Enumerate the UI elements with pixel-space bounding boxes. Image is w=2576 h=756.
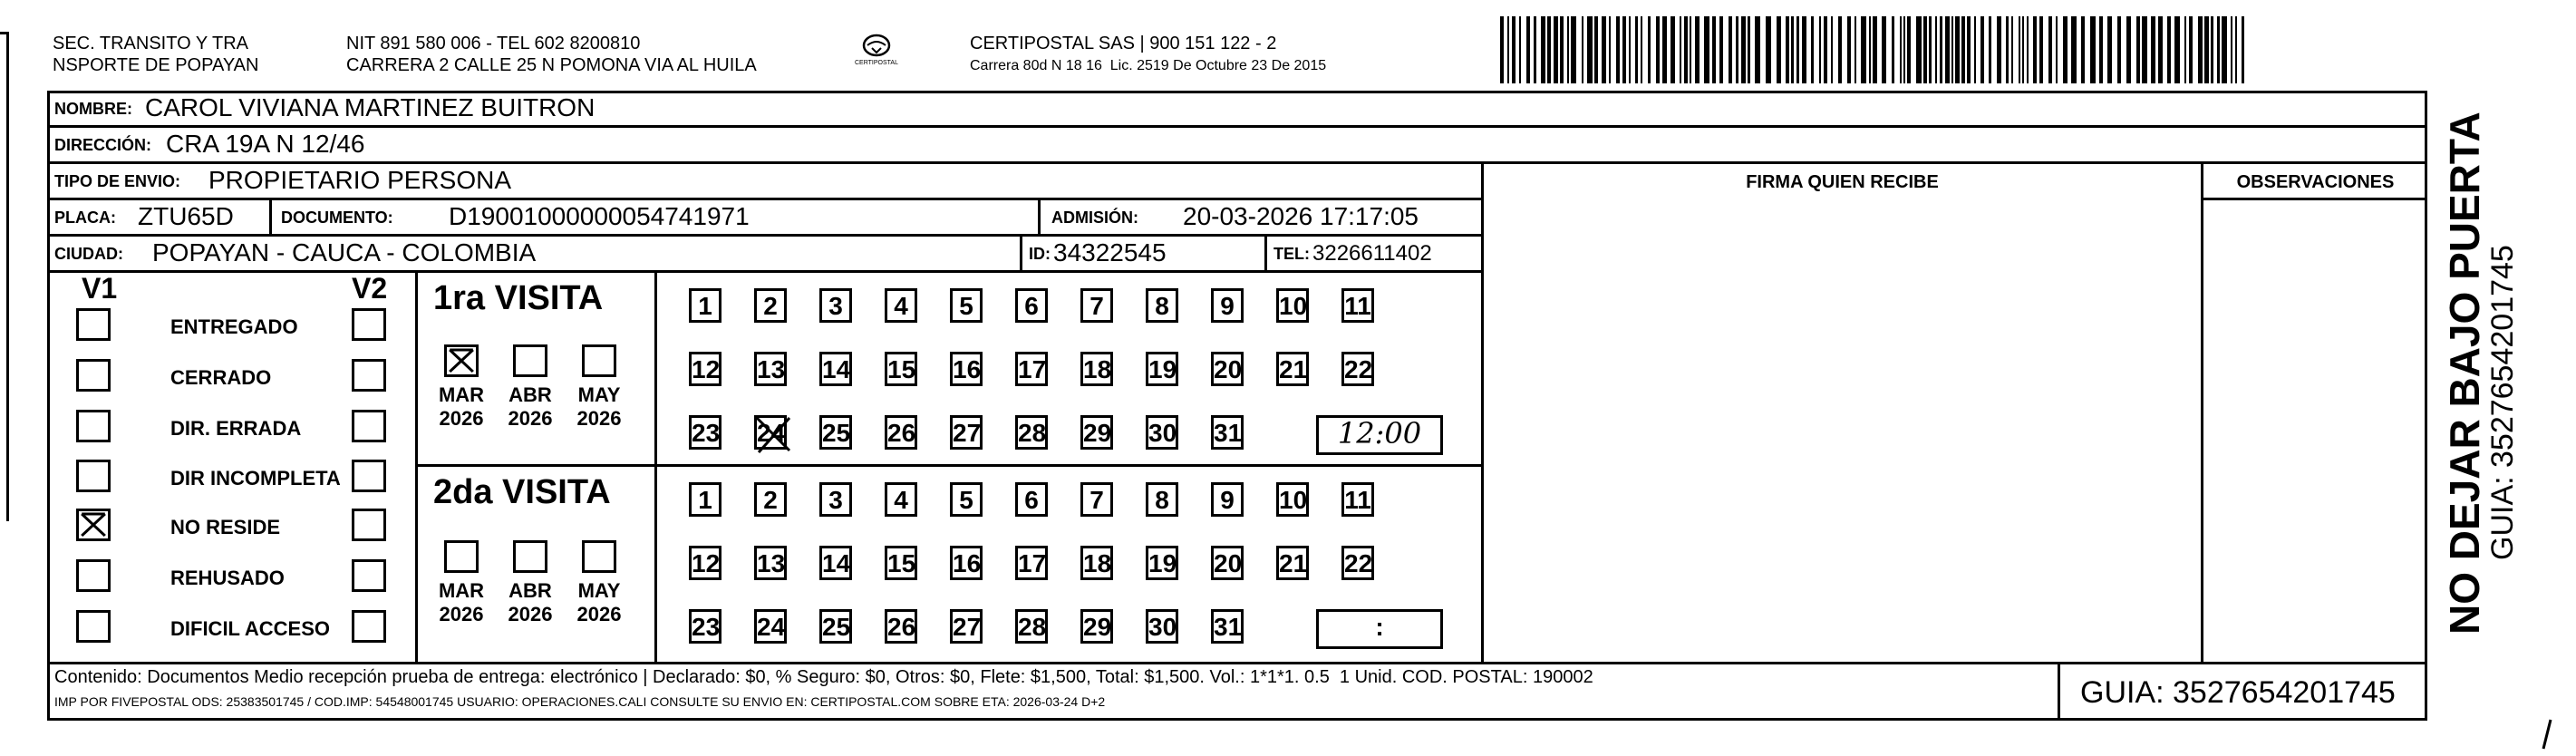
second-visit-month-year: 2026 <box>576 603 622 625</box>
barcode-bar <box>1900 16 1902 83</box>
barcode-bar <box>1929 16 1932 83</box>
row-line-3b <box>2201 198 2427 200</box>
barcode-bar <box>1748 16 1750 83</box>
certipostal-logo <box>852 31 901 71</box>
barcode-bar <box>1847 16 1851 83</box>
barcode-bar <box>2242 16 2244 83</box>
first-visit-day[interactable]: 11 <box>1341 288 1374 323</box>
plate-value: ZTU65D <box>138 202 234 230</box>
city-value: POPAYAN - CAUCA - COLOMBIA <box>152 238 537 267</box>
name-label: NOMBRE: <box>54 100 132 118</box>
barcode-bar <box>1512 16 1516 83</box>
second-visit-month-checkbox[interactable] <box>444 540 479 573</box>
first-visit-day[interactable]: 8 <box>1146 288 1178 323</box>
barcode-bar <box>1594 16 1598 83</box>
first-visit-day[interactable]: 27 <box>950 415 983 450</box>
first-visit-time[interactable]: 12:00 <box>1316 415 1443 455</box>
first-visit-day[interactable]: 18 <box>1080 352 1113 386</box>
logo-caption: CERTIPOSTAL <box>855 60 898 66</box>
first-visit-month-year: 2026 <box>576 407 622 430</box>
v1-checkbox[interactable] <box>76 359 111 392</box>
content-line: Contenido: Documentos Medio recepción prueba de entrega: electrónico | Declarado: $0, % Seguro: $0, Otros: $0, Flete: $1,500, Total: $1,500. Vol.: 1*1*1. 0.5 1 Unid. COD. POSTAL: 190002 <box>54 667 1593 687</box>
recipient-address: CRA 19A N 12/46 <box>166 130 365 158</box>
barcode-bar <box>2039 16 2043 83</box>
id-value: 34322545 <box>1053 238 1167 267</box>
pen-mark <box>2538 716 2556 752</box>
first-visit-day[interactable]: 9 <box>1211 288 1244 323</box>
observations-col-line <box>2201 161 2203 662</box>
address-label: DIRECCIÓN: <box>54 136 151 154</box>
barcode-bar <box>1560 16 1564 83</box>
barcode-bar <box>2151 16 2155 83</box>
barcode-bar <box>1690 16 1691 83</box>
barcode-bar <box>2022 16 2024 83</box>
v2-checkbox[interactable] <box>352 359 386 392</box>
second-visit-day[interactable]: 17 <box>1015 546 1048 580</box>
barcode-bar <box>2142 16 2147 83</box>
first-visit-day[interactable]: 4 <box>885 288 917 323</box>
check-x-icon <box>79 511 108 538</box>
barcode-bar <box>2235 16 2237 83</box>
second-visit-title: 2da VISITA <box>433 473 611 511</box>
reason-label: DIR INCOMPLETA <box>170 467 341 489</box>
edge-bracket <box>0 32 9 521</box>
barcode-bar <box>1635 16 1638 83</box>
barcode-bar <box>1704 16 1709 83</box>
plate-divider <box>269 198 272 234</box>
signature-area[interactable] <box>1487 201 2199 660</box>
barcode-bar <box>1571 16 1576 83</box>
first-visit-day[interactable]: 15 <box>885 352 917 386</box>
barcode-bar <box>2019 16 2020 83</box>
first-visit-day[interactable]: 29 <box>1080 415 1113 450</box>
barcode-bar <box>1838 16 1842 83</box>
first-visit-month-checkbox[interactable] <box>513 344 547 377</box>
barcode-bar <box>1582 16 1583 83</box>
barcode-bar <box>1824 16 1827 83</box>
second-visit-day[interactable]: 30 <box>1146 609 1178 644</box>
barcode-bar <box>1974 16 1976 83</box>
second-visit-day[interactable]: 6 <box>1015 482 1048 517</box>
first-visit-day[interactable]: 2 <box>754 288 787 323</box>
second-visit-day[interactable]: 1 <box>689 482 721 517</box>
barcode-bar <box>1945 16 1950 83</box>
barcode-bar <box>2126 16 2131 83</box>
first-visit-day[interactable]: 5 <box>950 288 983 323</box>
barcode-bar <box>2090 16 2096 83</box>
reason-label: REHUSADO <box>170 567 285 589</box>
document-label: DOCUMENTO: <box>281 208 393 227</box>
admission-value: 20-03-2026 17:17:05 <box>1183 202 1419 230</box>
barcode-bar <box>1855 16 1856 83</box>
second-visit-day[interactable]: 12 <box>689 546 721 580</box>
barcode-bar <box>1802 16 1806 83</box>
barcode-bar <box>1831 16 1833 83</box>
second-visit-month-name: MAR <box>438 579 485 602</box>
barcode-bar <box>2063 16 2068 83</box>
first-visit-day[interactable]: 6 <box>1015 288 1048 323</box>
first-visit-day[interactable]: 17 <box>1015 352 1048 386</box>
second-visit-day[interactable]: 9 <box>1211 482 1244 517</box>
second-visit-day[interactable]: 13 <box>754 546 787 580</box>
admission-label: ADMISIÓN: <box>1051 208 1138 227</box>
second-visit-day[interactable]: 7 <box>1080 482 1113 517</box>
barcode-bar <box>1882 16 1886 83</box>
first-visit-day[interactable]: 26 <box>885 415 917 450</box>
second-visit-day[interactable]: 4 <box>885 482 917 517</box>
id-divider <box>1020 234 1022 270</box>
barcode-bar <box>1695 16 1700 83</box>
barcode-bar <box>2006 16 2009 83</box>
second-visit-day[interactable]: 28 <box>1015 609 1048 644</box>
first-visit-day[interactable]: 12 <box>689 352 721 386</box>
second-visit-day[interactable]: 14 <box>819 546 852 580</box>
row-line-1 <box>47 125 2427 128</box>
barcode-bar <box>1892 16 1894 83</box>
first-visit-month-checkbox[interactable] <box>582 344 616 377</box>
barcode-bar <box>1541 16 1545 83</box>
barcode-bar <box>1629 16 1631 83</box>
second-visit-day[interactable]: 23 <box>689 609 721 644</box>
city-label: CIUDAD: <box>54 245 123 263</box>
org-address-line: CARRERA 2 CALLE 25 N POMONA VIA AL HUILA <box>346 55 757 75</box>
barcode-bar <box>1729 16 1732 83</box>
v1-checkbox[interactable] <box>76 559 111 592</box>
license-line: Carrera 80d N 18 16 Lic. 2519 De Octubre 23 De 2015 <box>970 58 1327 73</box>
barcode-bar <box>1534 16 1536 83</box>
nit-line: NIT 891 580 006 - TEL 602 8200810 <box>346 34 641 53</box>
first-visit-month-name: ABR <box>508 383 552 406</box>
first-visit-day[interactable]: 10 <box>1276 288 1309 323</box>
barcode-bar <box>1916 16 1922 83</box>
barcode-bar <box>2204 16 2209 83</box>
barcode-bar <box>2222 16 2227 83</box>
v2-checkbox[interactable] <box>352 509 386 541</box>
signature-col-line <box>1481 161 1484 662</box>
barcode-bar <box>1989 16 1991 83</box>
second-visit-time[interactable]: : <box>1316 609 1443 649</box>
second-visit-month-year: 2026 <box>439 603 484 625</box>
second-visit-day[interactable]: 15 <box>885 546 917 580</box>
side-guide-number: GUIA: 3527654201745 <box>2485 245 2520 560</box>
barcode-bar <box>1712 16 1716 83</box>
barcode-bar <box>2117 16 2121 83</box>
row-line-5 <box>47 270 1484 273</box>
v2-checkbox[interactable] <box>352 308 386 341</box>
barcode-bar <box>1786 16 1789 83</box>
barcode-bar <box>2081 16 2085 83</box>
barcode-bar <box>1903 16 1905 83</box>
barcode-bar <box>1861 16 1866 83</box>
barcode-bar <box>1955 16 1960 83</box>
second-visit-day[interactable]: 21 <box>1276 546 1309 580</box>
second-visit-month-name: ABR <box>508 579 552 602</box>
second-visit-month-checkbox[interactable] <box>582 540 616 573</box>
barcode-bar <box>1951 16 1953 83</box>
row-line-4 <box>47 234 1484 237</box>
second-visit-day[interactable]: 11 <box>1341 482 1374 517</box>
first-visit-day[interactable]: 7 <box>1080 288 1113 323</box>
first-visit-day[interactable]: 1 <box>689 288 721 323</box>
second-visit-day[interactable]: 18 <box>1080 546 1113 580</box>
first-visit-day[interactable]: 19 <box>1146 352 1178 386</box>
recipient-name: CAROL VIVIANA MARTINEZ BUITRON <box>145 93 596 121</box>
second-visit-day[interactable]: 16 <box>950 546 983 580</box>
v1-checkbox[interactable] <box>76 509 111 541</box>
first-visit-day[interactable]: 30 <box>1146 415 1178 450</box>
second-visit-day[interactable]: 10 <box>1276 482 1309 517</box>
first-visit-day[interactable]: 3 <box>819 288 852 323</box>
barcode-bar <box>1567 16 1569 83</box>
footer-top-line <box>47 662 2427 664</box>
barcode-bar <box>1869 16 1871 83</box>
barcode-bar <box>1796 16 1799 83</box>
barcode-bar <box>2048 16 2052 83</box>
id-label: ID: <box>1029 245 1051 263</box>
barcode-bar <box>2071 16 2077 83</box>
row-line-2 <box>47 161 2427 164</box>
v2-checkbox[interactable] <box>352 460 386 492</box>
first-visit-day[interactable]: 21 <box>1276 352 1309 386</box>
barcode-bar <box>1526 16 1530 83</box>
second-visit-day[interactable]: 31 <box>1211 609 1244 644</box>
first-visit-day[interactable]: 23 <box>689 415 721 450</box>
barcode-bar <box>2189 16 2193 83</box>
reason-label: DIFICIL ACCESO <box>170 617 331 640</box>
barcode-bar <box>1656 16 1660 83</box>
barcode <box>1500 16 2248 83</box>
barcode-bar <box>1500 16 1504 83</box>
observations-area[interactable] <box>2206 201 2426 660</box>
second-visit-day[interactable]: 8 <box>1146 482 1178 517</box>
reason-label: DIR. ERRADA <box>170 417 302 440</box>
shipment-type: PROPIETARIO PERSONA <box>208 166 511 194</box>
barcode-bar <box>2198 16 2203 83</box>
first-visit-day[interactable]: 31 <box>1211 415 1244 450</box>
barcode-bar <box>1671 16 1675 83</box>
no-slide-under-door-notice: NO DEJAR BAJO PUERTA <box>2441 111 2488 635</box>
barcode-bar <box>2211 16 2213 83</box>
barcode-bar <box>1766 16 1771 83</box>
barcode-bar <box>1923 16 1927 83</box>
barcode-bar <box>2033 16 2037 83</box>
first-visit-month-name: MAR <box>438 383 485 406</box>
barcode-bar <box>1684 16 1688 83</box>
barcode-bar <box>2217 16 2220 83</box>
first-visit-day[interactable]: 28 <box>1015 415 1048 450</box>
org-name-line1: SEC. TRANSITO Y TRA <box>53 34 248 53</box>
barcode-bar <box>2231 16 2232 83</box>
barcode-bar <box>1609 16 1611 83</box>
second-visit-month-name: MAY <box>577 579 621 602</box>
v2-checkbox[interactable] <box>352 410 386 442</box>
barcode-bar <box>1967 16 1971 83</box>
barcode-bar <box>1791 16 1794 83</box>
barcode-bar <box>1622 16 1626 83</box>
barcode-bar <box>1980 16 1984 83</box>
imp-line: IMP POR FIVEPOSTAL ODS: 25383501745 / COD.IMP: 54548001745 USUARIO: OPERACIONES.CALI CONSULTE SU ENVIO EN: CERTIPOSTAL.COM SOBRE ETA: 2026-03-24 D+2 <box>54 694 1106 709</box>
barcode-bar <box>1641 16 1642 83</box>
first-visit-day[interactable]: 25 <box>819 415 852 450</box>
footer-guide: GUIA: 3527654201745 <box>2080 675 2396 710</box>
reason-label: ENTREGADO <box>170 315 298 338</box>
barcode-bar <box>1648 16 1651 83</box>
barcode-bar <box>1662 16 1667 83</box>
v2-label: V2 <box>352 272 388 305</box>
v2-checkbox[interactable] <box>352 559 386 592</box>
org-name-line2: NSPORTE DE POPAYAN <box>53 55 259 75</box>
barcode-bar <box>1961 16 1965 83</box>
barcode-bar <box>1940 16 1942 83</box>
barcode-bar <box>2099 16 2103 83</box>
v1-checkbox[interactable] <box>76 308 111 341</box>
v1-checkbox[interactable] <box>76 610 111 643</box>
first-visit-day[interactable]: 14 <box>819 352 852 386</box>
v2-checkbox[interactable] <box>352 610 386 643</box>
first-visit-day[interactable]: 13 <box>754 352 787 386</box>
barcode-bar <box>2174 16 2180 83</box>
check-x-icon <box>447 347 476 374</box>
admission-divider <box>1038 198 1041 234</box>
barcode-bar <box>2011 16 2013 83</box>
barcode-bar <box>2184 16 2186 83</box>
second-visit-month-year: 2026 <box>508 603 553 625</box>
visits-split-line <box>415 464 1484 467</box>
second-visit-day[interactable]: 29 <box>1080 609 1113 644</box>
first-visit-month-checkbox[interactable] <box>444 344 479 377</box>
second-visit-day[interactable]: 19 <box>1146 546 1178 580</box>
plate-label: PLACA: <box>54 208 116 227</box>
tel-divider <box>1264 234 1267 270</box>
day-cross-icon <box>751 412 795 456</box>
document-value: D19001000000054741971 <box>449 202 750 230</box>
barcode-bar <box>2167 16 2171 83</box>
first-visit-month-year: 2026 <box>508 407 553 430</box>
first-visit-day[interactable]: 24 <box>754 415 787 450</box>
second-visit-day[interactable]: 3 <box>819 482 852 517</box>
barcode-bar <box>2158 16 2163 83</box>
barcode-bar <box>1741 16 1746 83</box>
second-visit-month-checkbox[interactable] <box>513 540 547 573</box>
first-visit-month-year: 2026 <box>439 407 484 430</box>
barcode-bar <box>1755 16 1760 83</box>
row-line-3 <box>47 198 1484 200</box>
company-line: CERTIPOSTAL SAS | 900 151 122 - 2 <box>970 34 1277 53</box>
first-visit-day[interactable]: 22 <box>1341 352 1374 386</box>
barcode-bar <box>1616 16 1620 83</box>
barcode-bar <box>2107 16 2112 83</box>
barcode-bar <box>1680 16 1681 83</box>
barcode-bar <box>1736 16 1738 83</box>
first-visit-month-name: MAY <box>577 383 621 406</box>
barcode-bar <box>1777 16 1781 83</box>
barcode-bar <box>1519 16 1521 83</box>
barcode-bar <box>1811 16 1814 83</box>
barcode-bar <box>1997 16 2001 83</box>
barcode-bar <box>2056 16 2058 83</box>
type-label: TIPO DE ENVIO: <box>54 172 181 190</box>
barcode-bar <box>1819 16 1821 83</box>
tel-label: TEL: <box>1273 245 1310 263</box>
second-visit-day[interactable]: 5 <box>950 482 983 517</box>
barcode-bar <box>1587 16 1593 83</box>
barcode-bar <box>1507 16 1509 83</box>
barcode-bar <box>1935 16 1937 83</box>
v1-label: V1 <box>82 272 118 305</box>
second-visit-day[interactable]: 27 <box>950 609 983 644</box>
second-visit-day[interactable]: 26 <box>885 609 917 644</box>
observations-header: OBSERVACIONES <box>2236 172 2395 192</box>
footer-guide-divider <box>2058 662 2060 721</box>
barcode-bar <box>1547 16 1551 83</box>
barcode-bar <box>1719 16 1723 83</box>
tel-value: 3226611402 <box>1312 241 1432 266</box>
barcode-bar <box>1907 16 1911 83</box>
v1-checkbox[interactable] <box>76 410 111 442</box>
barcode-bar <box>2027 16 2029 83</box>
barcode-bar <box>1554 16 1558 83</box>
reason-label: NO RESIDE <box>170 516 281 538</box>
first-visit-day[interactable]: 16 <box>950 352 983 386</box>
barcode-bar <box>1602 16 1606 83</box>
second-visit-day[interactable]: 20 <box>1211 546 1244 580</box>
reason-label: CERRADO <box>170 366 272 389</box>
v1-checkbox[interactable] <box>76 460 111 492</box>
second-visit-day[interactable]: 25 <box>819 609 852 644</box>
second-visit-day[interactable]: 22 <box>1341 546 1374 580</box>
barcode-bar <box>2136 16 2140 83</box>
barcode-bar <box>1873 16 1877 83</box>
signature-header: FIRMA QUIEN RECIBE <box>1746 172 1939 192</box>
first-visit-day[interactable]: 20 <box>1211 352 1244 386</box>
second-visit-day[interactable]: 2 <box>754 482 787 517</box>
second-visit-day[interactable]: 24 <box>754 609 787 644</box>
first-visit-title: 1ra VISITA <box>433 279 604 317</box>
